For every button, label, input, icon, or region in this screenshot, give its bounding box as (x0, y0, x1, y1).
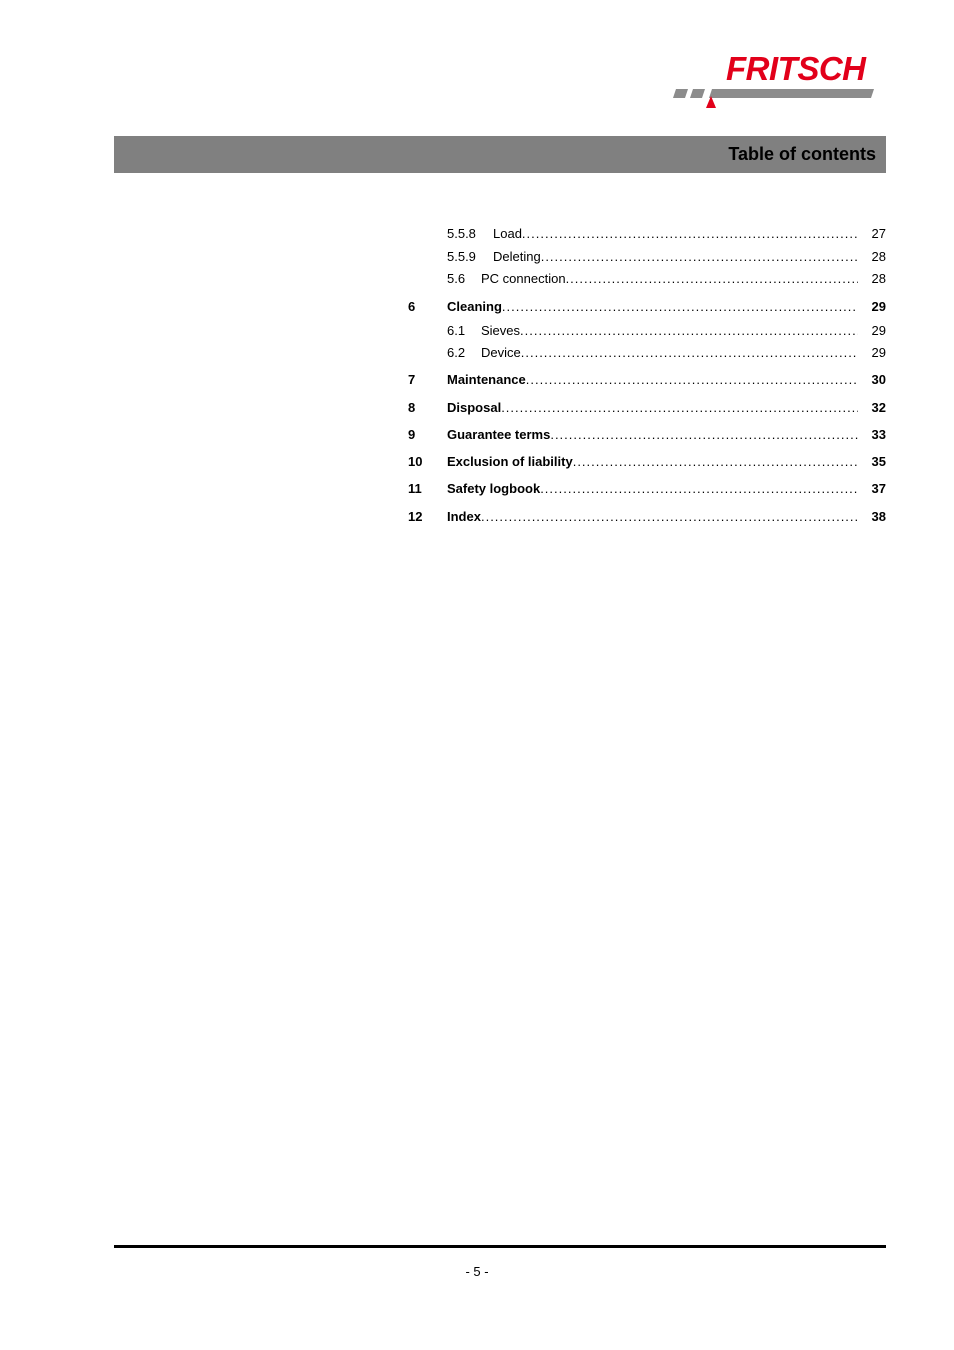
toc-entry-title: Deleting (493, 249, 541, 264)
toc-chapter-title: Guarantee terms (447, 427, 551, 442)
toc-chapter-title: Index (447, 509, 481, 524)
toc-chapter-entry[interactable] (408, 453, 886, 471)
toc-chapter-page: 35 (871, 454, 886, 469)
toc-entry[interactable] (447, 225, 886, 243)
toc-chapter-number: 11 (408, 481, 422, 496)
dot-leader (550, 426, 858, 444)
toc-entry-number: 6.2 (447, 345, 466, 360)
footer-divider (114, 1245, 886, 1248)
dot-leader (481, 508, 858, 526)
toc-chapter-number: 10 (408, 454, 423, 469)
toc-entry-title: Device (481, 345, 521, 360)
toc-chapter-entry[interactable] (408, 508, 886, 526)
table-of-contents (408, 0, 886, 1350)
toc-chapter-page: 37 (871, 481, 886, 496)
dot-leader (502, 298, 858, 316)
toc-chapter-page: 33 (871, 427, 886, 442)
brand-name: FRITSCH (726, 50, 866, 87)
toc-chapter-entry[interactable] (408, 298, 886, 316)
toc-chapter-title: Maintenance (447, 372, 526, 387)
toc-entry[interactable] (447, 322, 886, 340)
dot-leader (526, 371, 858, 389)
toc-chapter-number: 6 (408, 299, 416, 314)
dot-leader (573, 453, 858, 471)
toc-entry-page: 29 (871, 345, 886, 360)
toc-chapter-title: Safety logbook (447, 481, 541, 496)
dot-leader (521, 344, 858, 362)
dot-leader (520, 322, 858, 340)
toc-entry-page: 27 (871, 226, 886, 241)
dot-leader (566, 270, 858, 288)
toc-entry-title: PC connection (481, 271, 566, 286)
toc-chapter-number: 8 (408, 400, 416, 415)
toc-chapter-entry[interactable] (408, 399, 886, 417)
toc-chapter-title: Exclusion of liability (447, 454, 573, 469)
toc-chapter-page: 29 (871, 299, 886, 314)
dot-leader (501, 399, 858, 417)
toc-chapter-number: 9 (408, 427, 416, 442)
toc-chapter-entry[interactable] (408, 480, 886, 498)
dot-leader (522, 225, 858, 243)
toc-chapter-number: 12 (408, 509, 423, 524)
page-number: - 5 - (465, 1264, 489, 1279)
toc-entry[interactable] (447, 248, 886, 266)
toc-entry-number: 6.1 (447, 323, 466, 338)
toc-chapter-title: Cleaning (447, 299, 502, 314)
toc-entry-number: 5.5.9 (447, 249, 476, 264)
toc-entry-page: 29 (871, 323, 886, 338)
toc-entry-title: Sieves (481, 323, 521, 338)
toc-chapter-title: Disposal (447, 400, 502, 415)
toc-entry-number: 5.5.8 (447, 226, 476, 241)
dot-leader (541, 248, 858, 266)
toc-chapter-entry[interactable] (408, 426, 886, 444)
toc-entry[interactable] (447, 270, 886, 288)
toc-chapter-page: 38 (871, 509, 886, 524)
dot-leader (540, 480, 858, 498)
page-title: Table of contents (728, 144, 876, 164)
toc-entry[interactable] (447, 344, 886, 362)
toc-chapter-entry[interactable] (408, 371, 886, 389)
toc-entry-number: 5.6 (447, 271, 466, 286)
toc-chapter-page: 32 (871, 400, 886, 415)
toc-entry-title: Load (493, 226, 522, 241)
toc-entry-page: 28 (871, 271, 886, 286)
toc-chapter-page: 30 (871, 372, 886, 387)
toc-entry-page: 28 (871, 249, 886, 264)
toc-chapter-number: 7 (408, 372, 416, 387)
